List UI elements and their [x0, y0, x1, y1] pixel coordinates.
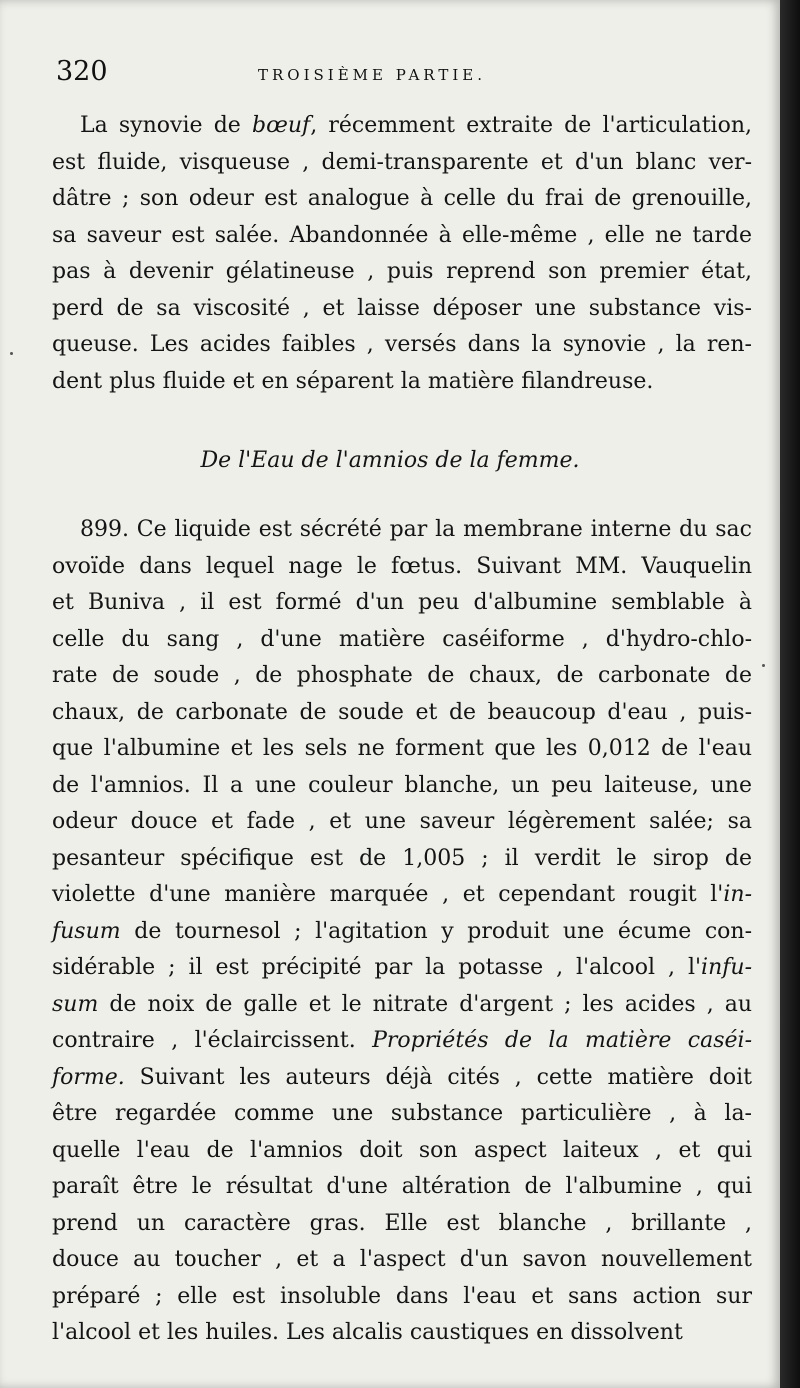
text-line: sum de noix de galle et le nitrate d'argent ; les acides , au: [52, 991, 752, 1017]
paragraph-amnios: [52, 512, 752, 1352]
text-line: perd de sa viscosité , et laisse déposer une substance vis-: [52, 295, 752, 321]
text-line: fusum de tournesol ; l'agitation y produit une écume con-: [52, 918, 752, 944]
text-line: contraire , l'éclaircissent. Propriétés de la matière caséi-: [52, 1028, 753, 1053]
text-line: sidérable ; il est précipité par la potasse , l'alcool , l'infu-: [52, 955, 752, 980]
italic-text: fusum: [52, 918, 121, 944]
text-line: de l'amnios. Il a une couleur blanche, un peu laiteuse, une: [52, 772, 752, 798]
text-line: sa saveur est salée. Abandonnée à elle-même , elle ne tarde: [52, 222, 752, 248]
text-line: prend un caractère gras. Elle est blanche , brillante ,: [52, 1210, 752, 1236]
text-line: violette d'une manière marquée , et cependant rougit l'in-: [52, 882, 752, 907]
text-line: celle du sang , d'une matière caséiforme , d'hydro-chlo-: [52, 626, 752, 652]
text-line: douce au toucher , et a l'aspect d'un savon nouvellement: [52, 1247, 752, 1272]
text-line: La synovie de bœuf, récemment extraite de l'articulation,: [80, 113, 752, 138]
scan-speck: [10, 352, 13, 355]
paragraph-synovie: [52, 108, 752, 400]
italic-text: Propriétés de la matière caséi-: [372, 1028, 753, 1053]
text-line: paraît être le résultat d'une altération de l'albumine , qui: [52, 1174, 752, 1199]
running-head: TROISIÈME PARTIE.: [258, 66, 486, 84]
text-line: est fluide, visqueuse , demi-transparente et d'un blanc ver-: [52, 149, 752, 175]
italic-text: bœuf: [252, 113, 311, 138]
text-line: 899. Ce liquide est sécrété par la membrane interne du sac: [80, 517, 752, 542]
text-line: forme. Suivant les auteurs déjà cités , cette matière doit: [52, 1064, 752, 1090]
text-line: pesanteur spécifique est de 1,005 ; il verdit le sirop de: [52, 845, 752, 871]
text-line: préparé ; elle est insoluble dans l'eau et sans action sur: [52, 1283, 752, 1309]
italic-text: sum: [52, 991, 99, 1017]
text-line: pas à devenir gélatineuse , puis reprend son premier état,: [52, 259, 752, 284]
text-line: queuse. Les acides faibles , versés dans la synovie , la ren-: [52, 332, 752, 357]
text-line: que l'albumine et les sels ne forment que les 0,012 de l'eau: [52, 736, 752, 761]
page-number: 320: [56, 56, 108, 87]
section-title: De l'Eau de l'amnios de la femme.: [200, 448, 580, 473]
page-edge-shadow: [780, 0, 800, 1388]
italic-text: in-: [723, 882, 752, 907]
text-line: être regardée comme une substance particulière , à la-: [52, 1101, 752, 1126]
text-line: chaux, de carbonate de soude et de beaucoup d'eau , puis-: [52, 699, 752, 725]
text-line: rate de soude , de phosphate de chaux, de carbonate de: [52, 663, 752, 688]
text-line: dâtre ; son odeur est analogue à celle du frai de grenouille,: [52, 186, 752, 211]
text-line: ovoïde dans lequel nage le fœtus. Suivant MM. Vauquelin: [52, 553, 752, 579]
page-header: [48, 56, 732, 96]
scan-speck: [762, 664, 765, 667]
text-line: et Buniva , il est formé d'un peu d'albumine semblable à: [52, 590, 752, 615]
italic-text: infu-: [701, 955, 752, 980]
text-line: odeur douce et fade , et une saveur légèrement salée; sa: [52, 809, 752, 834]
text-line: dent plus fluide et en séparent la matière filandreuse.: [52, 368, 654, 394]
text-line: quelle l'eau de l'amnios doit son aspect laiteux , et qui: [52, 1137, 752, 1163]
text-line: l'alcool et les huiles. Les alcalis caustiques en dissolvent: [52, 1320, 683, 1345]
italic-text: forme.: [52, 1064, 125, 1090]
